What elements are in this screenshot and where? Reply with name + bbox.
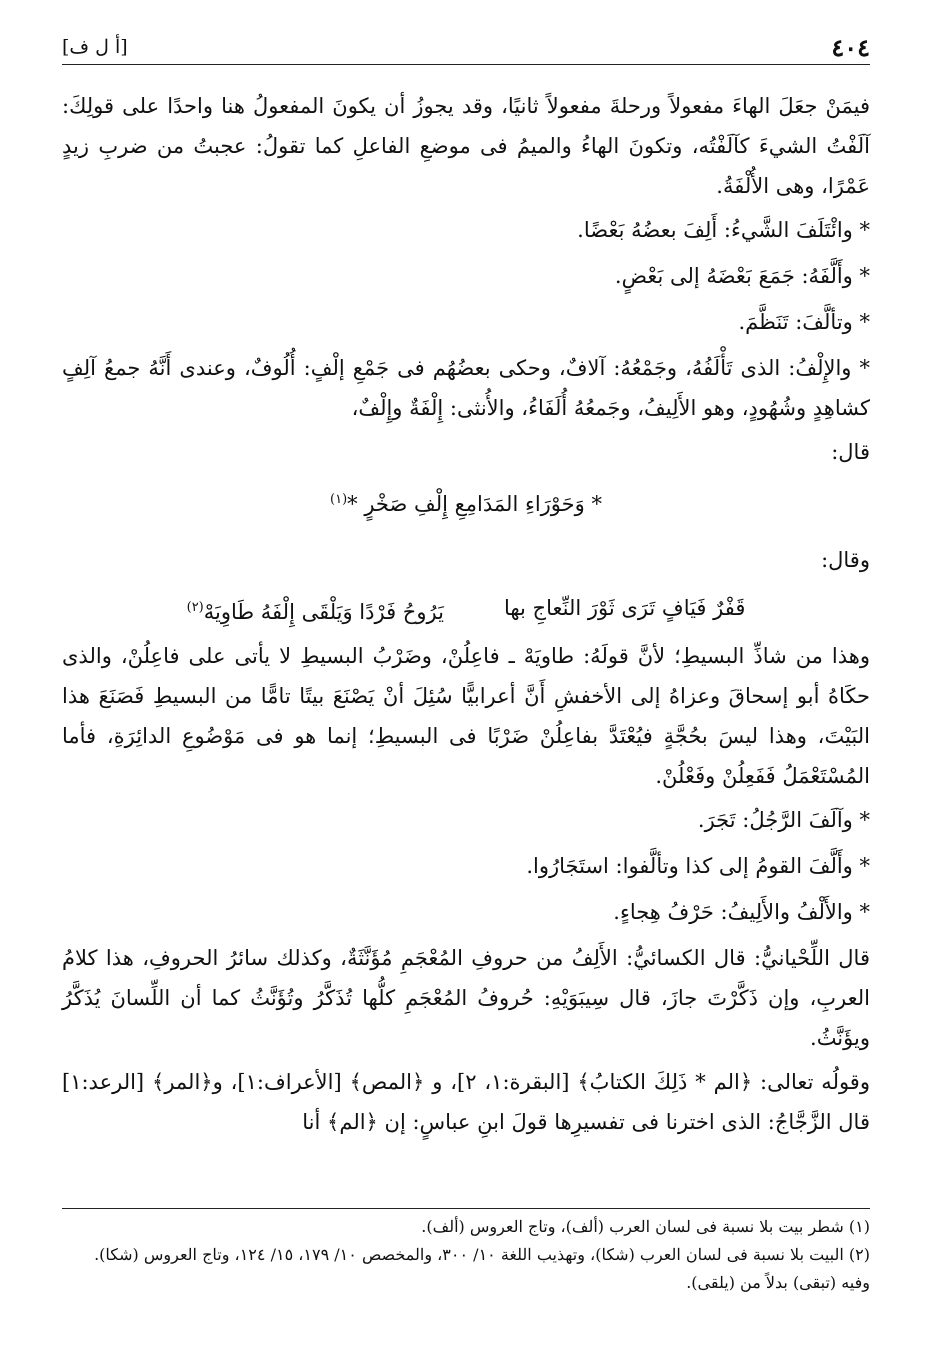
paragraph-2: * والإِلْفُ: الذى تَأْلَفُهُ، وجَمْعُهُ: آلافٌ، وحكى بعضُهُم فى جَمْعِ إلْفٍ: أُلُوفٌ، وعندى أَنَّهُ جمعُ آلِفٍ كشاهِدٍ وشُهُودٍ، وهو الأَلِيفُ، وجَمعُهُ أُلَفَاءُ، والأُنثى: إِلْفَةٌ وإِلْفٌ، [62, 356, 870, 420]
running-head: [أ ل ف] [62, 36, 128, 58]
verse-2 [62, 588, 870, 632]
entry-item-2: * وأَلَّفَهُ: جَمَعَ بَعْضَهُ إلى بَعْضٍ. [614, 264, 870, 288]
paragraph-4: قال اللِّحْيانيُّ: قال الكسائيُّ: الأَلِفُ من حروفِ المُعْجَمِ مُؤَنَّثَةٌ، وكذلك سائرُ الحروفِ، هذا كلامُ العربِ، وإن ذَكَّرْتَ جازَ، قال سِيبَوَيْهِ: حُروفُ المُعْجَمِ كلُّها تُذَكَّرُ وتُؤَنَّثُ كما أن اللِّسانَ يُذَكَّرُ ويؤَنَّثُ. [62, 946, 870, 1050]
verse-2-first-hemistich: قَفْرٌ فَيَافٍ تَرَى ثَوْرَ النِّعاجِ بها [503, 596, 746, 620]
footnotes [62, 1208, 870, 1297]
qal-label-2: وقال: [821, 548, 870, 572]
entry-item-3: * وتألَّفَ: تَنَظَّمَ. [738, 310, 870, 334]
entry-item-6: * والأَلْفُ والأَلِيفُ: حَرْفُ هِجاءٍ. [613, 900, 870, 924]
page-header [62, 30, 870, 65]
paragraph-1: فيمَنْ جعَلَ الهاءَ مفعولاً ورحلةَ مفعولاً ثانيًا، وقد يجوزُ أن يكونَ المفعولُ هنا واحدًا على قولِكَ: آلَفْتُ الشيءَ كآلَفْتُه، وتكونَ الهاءُ والميمُ فى موضعِ الفاعلِ كما تقولُ: عجبتُ من ضربِ زيدٍ عَمْرًا، وهى الأُلْفَةُ. [62, 94, 870, 198]
page-number: ٤٠٤ [831, 32, 870, 62]
entry-item-4: * وآلَفَ الرَّجُلُ: تَجَرَ. [697, 808, 870, 832]
footnote-2: (٢) البيت بلا نسبة فى لسان العرب (شكا)، وتهذيب اللغة ١٠/ ٣٠٠، والمخصص ١٠/ ١٧٩، ١٥/ ١٢٤، وتاج العروس (شكا). وفيه (تبقى) بدلاً من (يلقى). [94, 1245, 870, 1292]
verse-1-text: * وَحَوْرَاءِ المَدَامِعِ إِلْفِ صَخْرٍ * [347, 492, 602, 516]
paragraph-3: وهذا من شاذِّ البسيطِ؛ لأنَّ قولَهُ: طاويَهْ ـ فاعِلُنْ، وضَرْبُ البسيطِ لا يأتى على فاعِلُنْ، والذى حكَاهُ أبو إسحاقَ وعزاهُ إلى الأخفشِ أَنَّ أعرابيًّا سُئِلَ أنْ يَصْنَعَ بيتًا تامًّا من البسيطِ فَصَنَعَ هذا البَيْتَ، وهذا ليسَ بحُجَّةٍ فيُعْتَدَّ بفاعِلُنْ ضَرْبًا فى البسيطِ؛ إنما هو فى مَوْضُوعِ الدائِرَةِ، فأما المُسْتَعْمَلُ فَفَعِلُنْ وفَعْلُنْ. [62, 644, 870, 788]
paragraph-5: وقولُه تعالى: ﴿الم * ذَلِكَ الكتابُ﴾ [البقرة:١، ٢]، و ﴿المص﴾ [الأعراف:١]، و﴿المر﴾ [الرعد:١] قال الزَّجَّاجُ: الذى اخترنا فى تفسيرِها قولَ ابنِ عباسٍ: إن ﴿الم﴾ أنا [62, 1070, 870, 1134]
footnote-ref-1: (١) [330, 492, 348, 507]
footnote-1: (١) شطر بيت بلا نسبة فى لسان العرب (ألف)، وتاج العروس (ألف). [421, 1217, 870, 1236]
verse-1 [62, 480, 870, 524]
footnote-ref-2: (٢) [186, 600, 204, 615]
entry-item-5: * وأَلَّفَ القومُ إلى كذا وتألَّفوا: استَجَارُوا. [526, 854, 870, 878]
main-text [62, 86, 870, 1146]
verse-2-second-hemistich: يَرُوحُ فَرْدًا وَيَلْقَى إِلْفَهُ طَاوِيَهْ [203, 600, 444, 624]
verse-2-second-hemistich-wrap [187, 588, 444, 632]
qal-label-1: قال: [831, 440, 870, 464]
entry-item-1: * وائْتَلَفَ الشَّيءُ: أَلِفَ بعضُهُ بَعْضًا. [577, 218, 870, 242]
